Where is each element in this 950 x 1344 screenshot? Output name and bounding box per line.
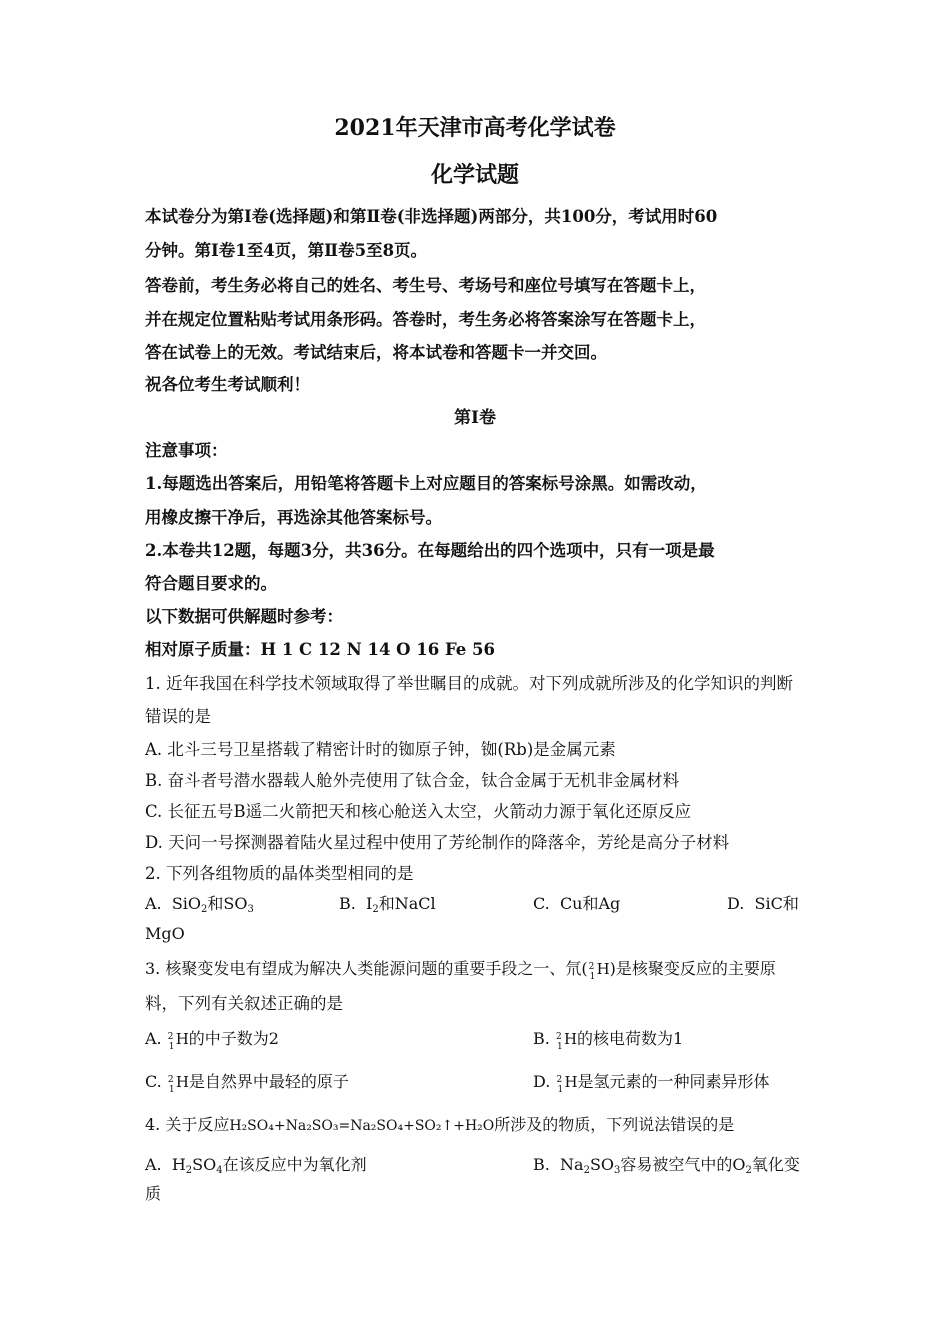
question-4-option-a: A. $H_2SO_4$在该反应中为氧化剂 <box>145 1155 367 1176</box>
page-title: 2021年天津市高考化学试卷 <box>334 115 616 141</box>
intro-line: 分钟。第Ⅰ卷1至4页，第Ⅱ卷5至8页。 <box>145 241 428 260</box>
notice-line: 符合题目要求的。 <box>145 574 277 593</box>
question-2-stem: 2. 下列各组物质的晶体类型相同的是 <box>145 864 414 883</box>
question-1-option-a: A. 北斗三号卫星搭载了精密计时的铷原子钟，铷(Rb)是金属元素 <box>145 740 616 759</box>
page-subtitle: 化学试题 <box>430 162 519 188</box>
intro-line: 本试卷分为第Ⅰ卷(选择题)和第Ⅱ卷(非选择题)两部分，共100分，考试用时60 <box>145 207 718 226</box>
question-3-stem: 料，下列有关叙述正确的是 <box>145 994 343 1013</box>
question-3-option-c: C. 2 1 H 是自然界中最轻的原子 <box>145 1072 349 1095</box>
question-1-option-c: C. 长征五号B遥二火箭把天和核心舱送入太空，火箭动力源于氧化还原反应 <box>145 802 692 821</box>
deuterium-symbol: 2 1 H <box>588 960 610 982</box>
question-2-option-a: A. SiO$_2$和$SO_3$ <box>145 894 254 915</box>
question-3-option-b: B. 2 1 H 的核电荷数为1 <box>533 1029 684 1052</box>
question-4-option-b-cont: 质 <box>145 1184 162 1203</box>
question-1-stem: 错误的是 <box>145 707 211 726</box>
intro-line: 答在试卷上的无效。考试结束后，将本试卷和答题卡一并交回。 <box>145 343 607 362</box>
notice-line: 用橡皮擦干净后，再选涂其他答案标号。 <box>145 508 442 527</box>
notice-line: 1.每题选出答案后，用铅笔将答题卡上对应题目的答案标号涂黑。如需改动， <box>145 474 707 493</box>
question-3-stem: 3. 核聚变发电有望成为解决人类能源问题的重要手段之一、氘( 2 1 H )是核聚变反应的主要原 <box>145 959 776 982</box>
question-1-option-b: B. 奋斗者号潜水器载人舱外壳使用了钛合金，钛合金属于无机非金属材料 <box>145 771 680 790</box>
question-4-stem: 4. 关于反应H₂SO₄+Na₂SO₃=Na₂SO₄+SO₂↑+H₂O所涉及的物质，下列说法错误的是 <box>145 1115 735 1134</box>
question-3-option-d: D. 2 1 H 是氢元素的一种同素异形体 <box>533 1072 770 1095</box>
question-1-option-d: D. 天问一号探测器着陆火星过程中使用了芳纶制作的降落伞，芳纶是高分子材料 <box>145 833 730 852</box>
section-heading: 第Ⅰ卷 <box>454 408 496 428</box>
question-2-option-b: B. $I_2$和NaCl <box>339 894 436 915</box>
notice-title: 注意事项： <box>145 441 228 460</box>
reaction-equation: H₂SO₄+Na₂SO₃=Na₂SO₄+SO₂↑+H₂O <box>229 1118 495 1134</box>
atomic-mass-line: 相对原子质量：H 1 C 12 N 14 O 16 Fe 56 <box>145 640 496 659</box>
question-2-option-c: C. Cu和Ag <box>533 894 621 913</box>
intro-line: 并在规定位置粘贴考试用条形码。答卷时，考生务必将答案涂写在答题卡上， <box>145 310 706 329</box>
question-2-option-d: D. SiC和 <box>727 894 799 913</box>
question-1-stem: 1. 近年我国在科学技术领域取得了举世瞩目的成就。对下列成就所涉及的化学知识的判断 <box>145 674 793 693</box>
question-4-option-b: B. $Na_2SO_3$容易被空气中的$O_2$氧化变 <box>533 1155 800 1176</box>
question-3-option-a: A. 2 1 H 的中子数为2 <box>145 1029 279 1052</box>
notice-line: 2.本卷共12题，每题3分，共36分。在每题给出的四个选项中，只有一项是最 <box>145 541 715 560</box>
intro-line: 答卷前，考生务必将自己的姓名、考生号、考场号和座位号填写在答题卡上， <box>145 276 706 295</box>
question-2-option-d-cont: MgO <box>145 924 185 943</box>
notice-line: 以下数据可供解题时参考： <box>145 607 343 626</box>
intro-line: 祝各位考生考试顺利！ <box>145 375 310 394</box>
